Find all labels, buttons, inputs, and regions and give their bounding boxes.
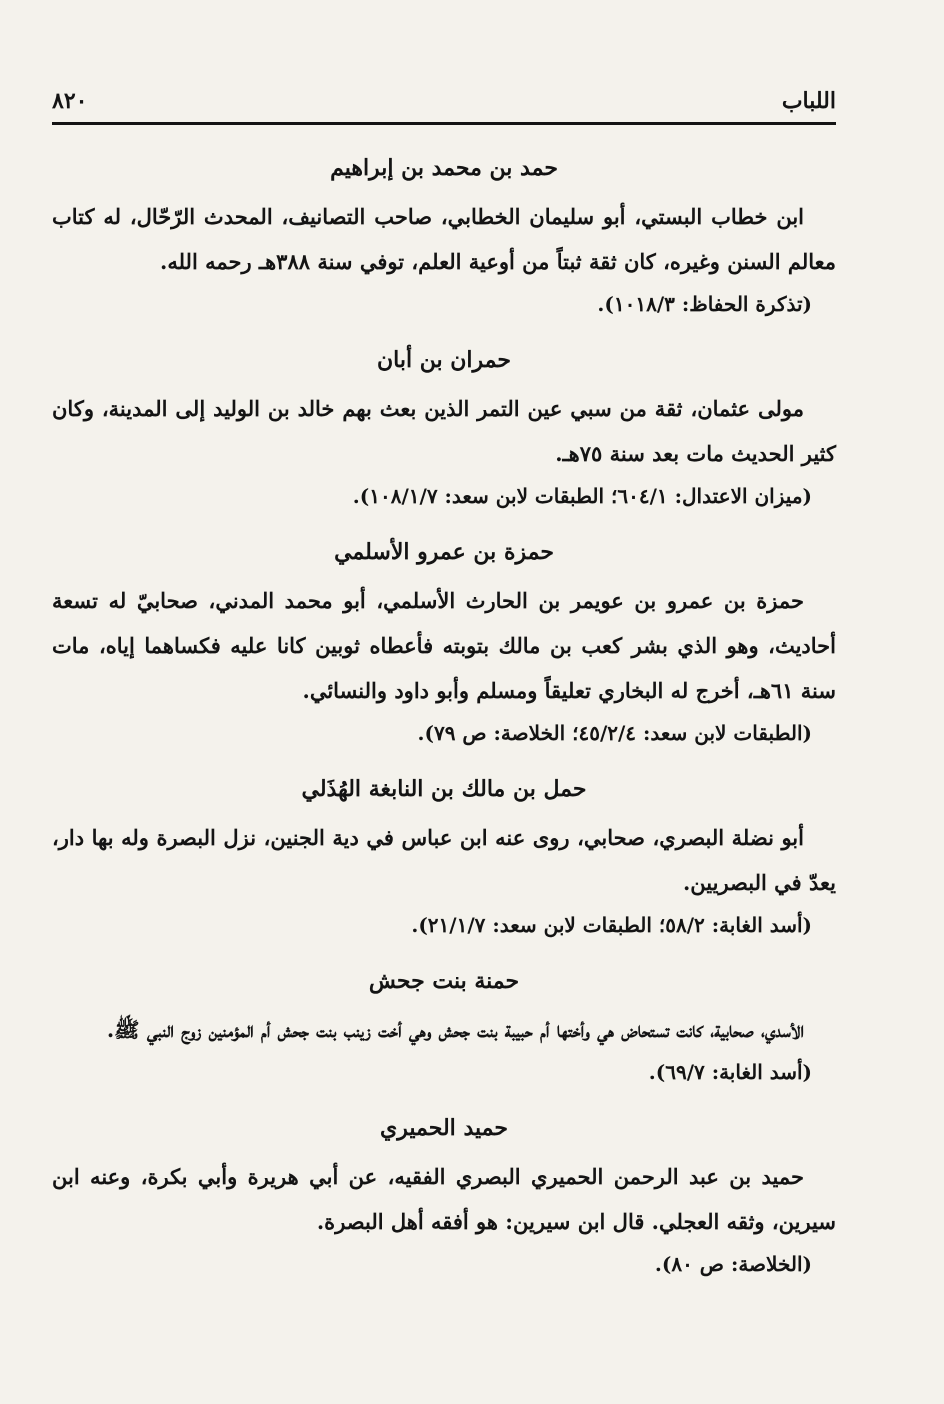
entry-text: مولى عثمان، ثقة من سبي عين التمر الذين بعث بهم خالد بن الوليد إلى المدينة، وكان كثير الحديث مات بعد سنة ٧٥هـ.: [52, 396, 836, 466]
entry-reference: (الطبقات لابن سعد: ٤٥/٢/٤؛ الخلاصة: ص ٧٩).: [417, 721, 812, 745]
biography-entry: [52, 771, 836, 945]
entry-title: حمران بن أبان: [376, 347, 511, 373]
page-body: [52, 150, 836, 1302]
entry-text: الأسدي، صحابية، كانت تستحاض هي وأختها أم حبيبة بنت جحش وهي أخت زينب بنت جحش أم المؤمنين زوج النبي ﷺ.: [106, 1017, 804, 1042]
biography-entry: [52, 534, 836, 753]
entry-title: حمزة بن عمرو الأسلمي: [334, 539, 554, 565]
biography-entry: [52, 1110, 836, 1284]
entry-title: حميد الحميري: [380, 1115, 508, 1141]
entry-text: أبو نضلة البصري، صحابي، روى عنه ابن عباس في دية الجنين، نزل البصرة وله بها دار، يعدّ في البصريين.: [52, 825, 836, 895]
entry-reference: (ميزان الاعتدال: ٦٠٤/١؛ الطبقات لابن سعد: ١٠٨/١/٧).: [352, 484, 812, 508]
biography-entry: [52, 150, 836, 324]
entry-reference: (تذكرة الحفاظ: ١٠١٨/٣).: [597, 292, 812, 316]
page-number: ٨٢٠: [52, 88, 88, 114]
entry-reference: (الخلاصة: ص ٨٠).: [654, 1252, 812, 1276]
page-header: [52, 88, 836, 125]
biography-entry: [52, 342, 836, 516]
entry-title: حمنة بنت جحش: [368, 968, 520, 994]
entry-title: حمل بن مالك بن النابغة الهُذَلي: [301, 776, 587, 802]
running-title: اللباب: [781, 88, 836, 114]
biography-entry: [52, 963, 836, 1092]
entry-text: حميد بن عبد الرحمن الحميري البصري الفقيه، عن أبي هريرة وأبي بكرة، وعنه ابن سيرين، وثقه العجلي. قال ابن سيرين: هو أفقه أهل البصرة.: [52, 1164, 836, 1234]
entry-text: حمزة بن عمرو بن عويمر بن الحارث الأسلمي، أبو محمد المدني، صحابيّ له تسعة أحاديث، وهو الذي بشر كعب بن مالك بتوبته فأعطاه ثوبين كانا عليه فكساهما إياه، مات سنة ٦١هـ، أخرج له البخاري تعليقاً ومسلم وأبو داود والنسائي.: [52, 588, 836, 703]
entry-text: ابن خطاب البستي، أبو سليمان الخطابي، صاحب التصانيف، المحدث الرّحّال، له كتاب معالم السنن وغيره، كان ثقة ثبتاً من أوعية العلم، توفي سنة ٣٨٨هـ رحمه الله.: [52, 204, 836, 274]
entry-reference: (أسد الغابة: ٥٨/٢؛ الطبقات لابن سعد: ٢١/١/٧).: [411, 913, 812, 937]
entry-reference: (أسد الغابة: ٦٩/٧).: [648, 1060, 812, 1084]
entry-title: حمد بن محمد بن إبراهيم: [330, 155, 558, 181]
